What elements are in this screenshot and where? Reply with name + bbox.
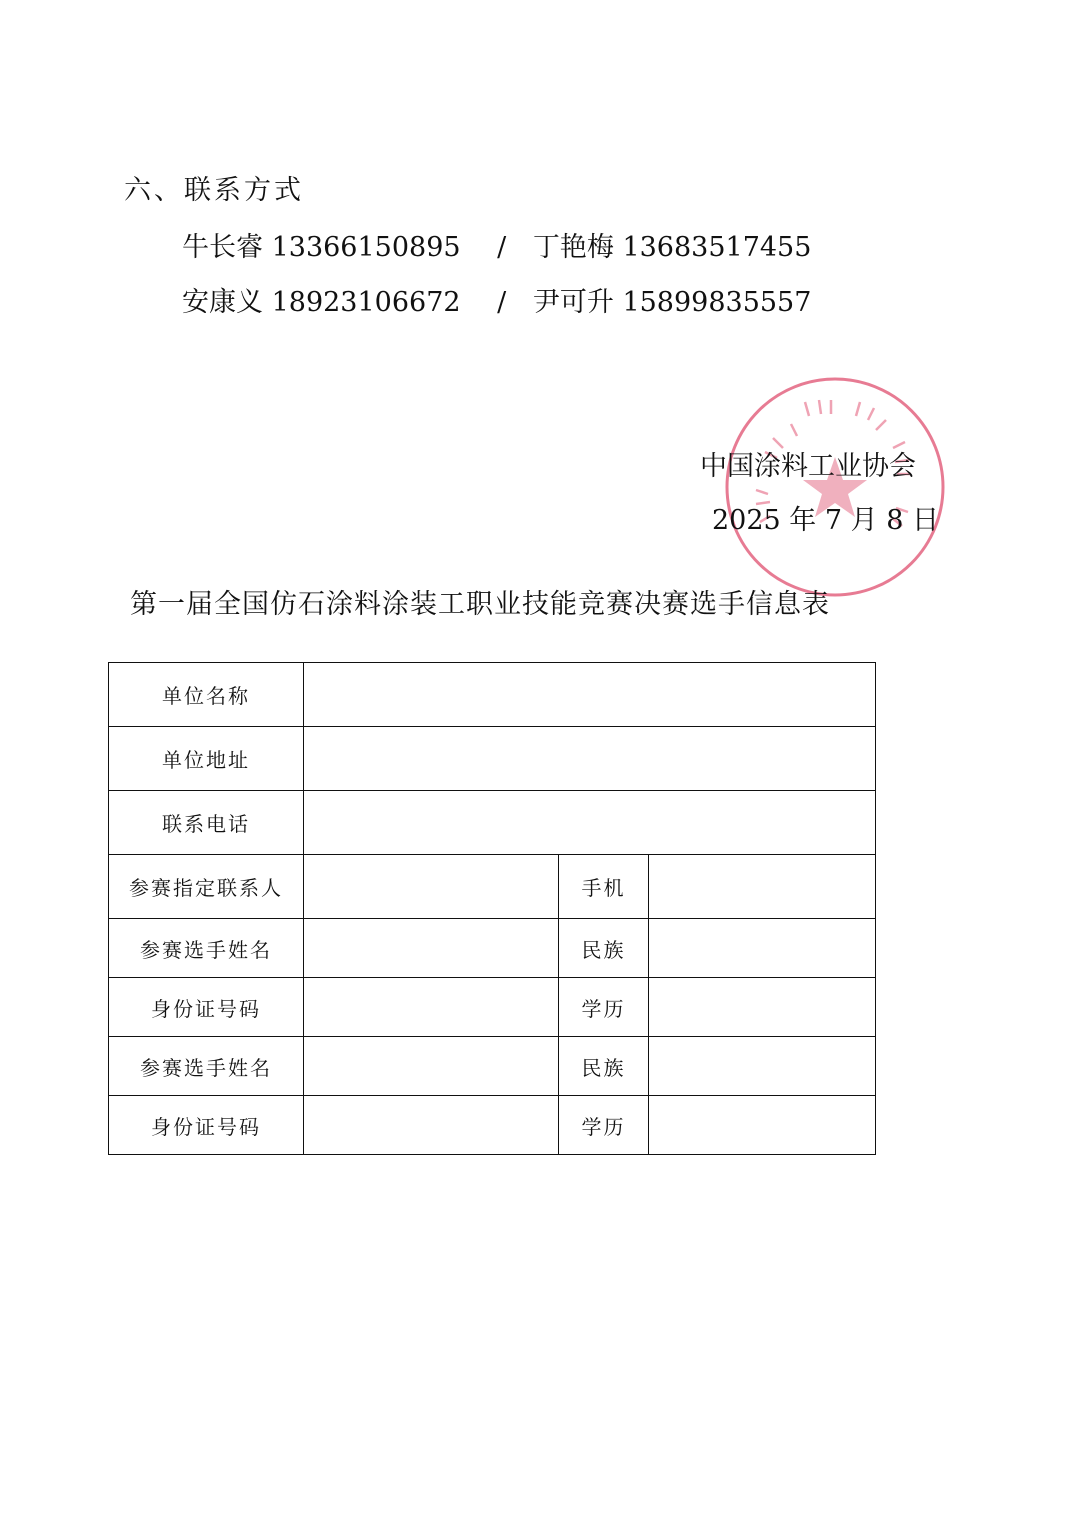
field-label: 学历 bbox=[559, 1096, 649, 1155]
table-row bbox=[109, 919, 876, 978]
field-value-cell[interactable] bbox=[304, 727, 876, 791]
field-label: 学历 bbox=[559, 978, 649, 1037]
contact-name: 尹可升 bbox=[532, 287, 614, 318]
field-value-cell[interactable] bbox=[304, 919, 559, 978]
field-label: 单位地址 bbox=[109, 727, 304, 791]
table-row bbox=[109, 727, 876, 791]
field-value-cell[interactable] bbox=[649, 919, 876, 978]
section-heading: 六、联系方式 bbox=[124, 175, 304, 206]
table-row bbox=[109, 791, 876, 855]
contact-line-1 bbox=[182, 225, 811, 264]
field-label: 民族 bbox=[559, 1037, 649, 1096]
contact-line-2 bbox=[182, 280, 811, 319]
field-label: 联系电话 bbox=[109, 791, 304, 855]
field-value-cell[interactable] bbox=[304, 791, 876, 855]
table-row bbox=[109, 663, 876, 727]
field-value-cell[interactable] bbox=[649, 855, 876, 919]
info-table bbox=[108, 662, 876, 1155]
organization-name: 中国涂料工业协会 bbox=[700, 451, 916, 482]
field-label: 身份证号码 bbox=[109, 1096, 304, 1155]
field-value-cell[interactable] bbox=[649, 978, 876, 1037]
separator: / bbox=[497, 287, 507, 318]
official-stamp bbox=[720, 372, 950, 602]
field-value-cell[interactable] bbox=[304, 663, 876, 727]
field-label: 参赛指定联系人 bbox=[109, 855, 304, 919]
contact-name: 丁艳梅 bbox=[532, 232, 614, 263]
field-label: 参赛选手姓名 bbox=[109, 919, 304, 978]
field-value-cell[interactable] bbox=[304, 1037, 559, 1096]
table-row bbox=[109, 978, 876, 1037]
field-value-cell[interactable] bbox=[649, 1037, 876, 1096]
field-label: 单位名称 bbox=[109, 663, 304, 727]
form-title: 第一届全国仿石涂料涂装工职业技能竞赛决赛选手信息表 bbox=[130, 589, 830, 620]
field-value-cell[interactable] bbox=[304, 978, 559, 1037]
separator: / bbox=[497, 232, 507, 263]
field-label: 参赛选手姓名 bbox=[109, 1037, 304, 1096]
contact-name: 牛长睿 bbox=[182, 232, 263, 263]
field-value-cell[interactable] bbox=[304, 855, 559, 919]
contact-phone: 13683517455 bbox=[622, 232, 812, 263]
field-value-cell[interactable] bbox=[649, 1096, 876, 1155]
field-label: 民族 bbox=[559, 919, 649, 978]
contact-phone: 18923106672 bbox=[271, 287, 461, 318]
contact-phone: 15899835557 bbox=[622, 287, 812, 318]
contact-name: 安康义 bbox=[182, 287, 263, 318]
field-label: 身份证号码 bbox=[109, 978, 304, 1037]
field-label: 手机 bbox=[559, 855, 649, 919]
signature-date: 2025 年 7 月 8 日 bbox=[712, 505, 939, 536]
table-row bbox=[109, 1096, 876, 1155]
table-row bbox=[109, 1037, 876, 1096]
table-row bbox=[109, 855, 876, 919]
field-value-cell[interactable] bbox=[304, 1096, 559, 1155]
contact-phone: 13366150895 bbox=[271, 232, 461, 263]
